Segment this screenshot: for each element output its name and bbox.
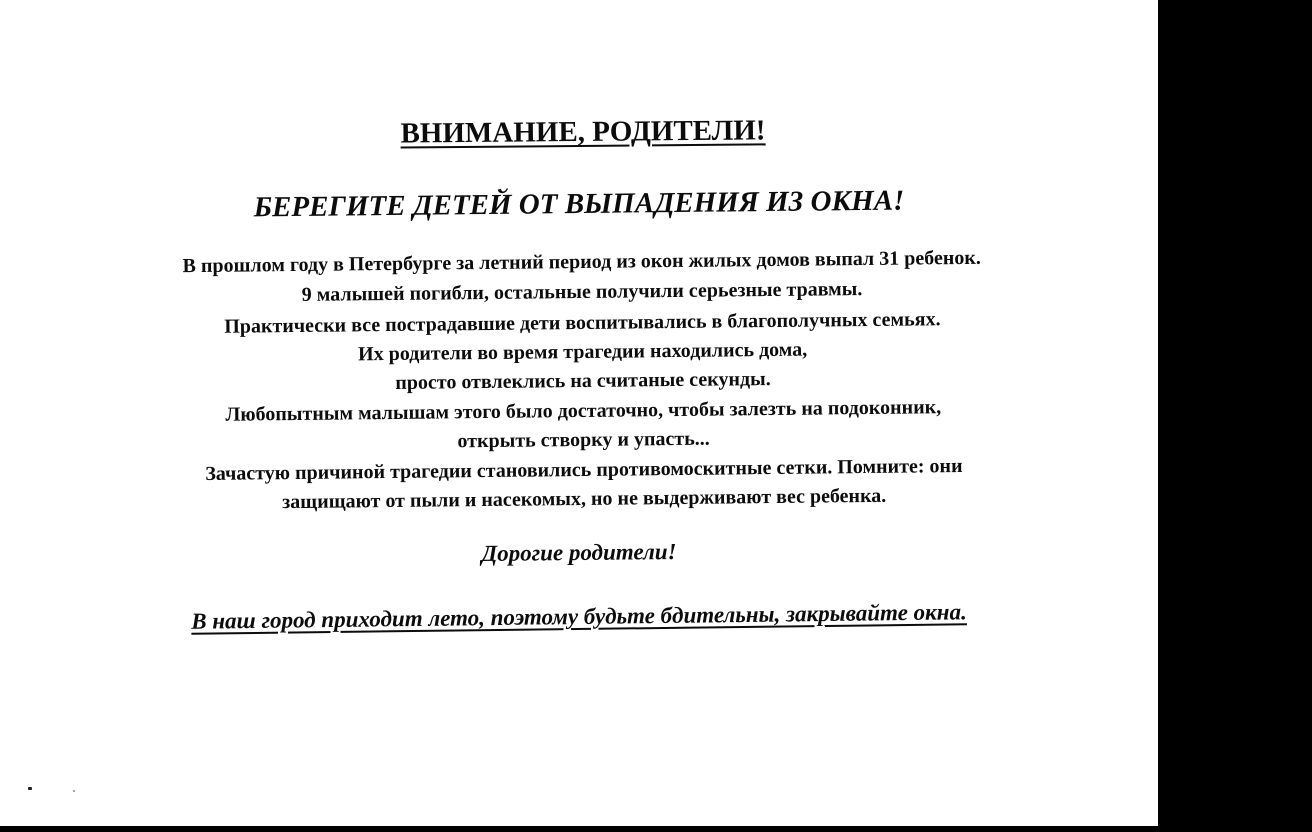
notice-appeal: Дорогие родители! xyxy=(481,538,677,567)
body-line: В прошлом году в Петербурге за летний период из окон жилых домов выпал 31 ребенок. xyxy=(182,246,981,278)
notice-heading: ВНИМАНИЕ, РОДИТЕЛИ! xyxy=(400,114,766,150)
body-line: Их родители во время трагедии находились дома, xyxy=(358,338,808,366)
notice-subheading: БЕРЕГИТЕ ДЕТЕЙ ОТ ВЫПАДЕНИЯ ИЗ ОКНА! xyxy=(253,184,905,224)
body-line: просто отвлеклись на считаные секунды. xyxy=(395,368,771,394)
body-line: Практически все пострадавшие дети воспитывались в благополучных семьях. xyxy=(224,308,941,338)
scan-speck xyxy=(73,790,75,792)
notice-closing: В наш город приходит лето, поэтому будьте бдительны, закрывайте окна. xyxy=(191,599,967,634)
scan-border-bottom xyxy=(0,826,1312,832)
body-line: открыть створку и упасть... xyxy=(457,427,710,453)
scan-border-right xyxy=(1158,0,1312,832)
body-line: Зачастую причиной трагедии становились противомоскитные сетки. Помните: они xyxy=(205,455,963,485)
body-line: Любопытным малышам этого было достаточно, чтобы залезть на подоконник, xyxy=(225,396,942,426)
scan-speck xyxy=(28,787,32,790)
body-line: защищают от пыли и насекомых, но не выдерживают вес ребенка. xyxy=(282,484,887,514)
body-line: 9 малышей погибли, остальные получили серьезные травмы. xyxy=(301,278,863,306)
